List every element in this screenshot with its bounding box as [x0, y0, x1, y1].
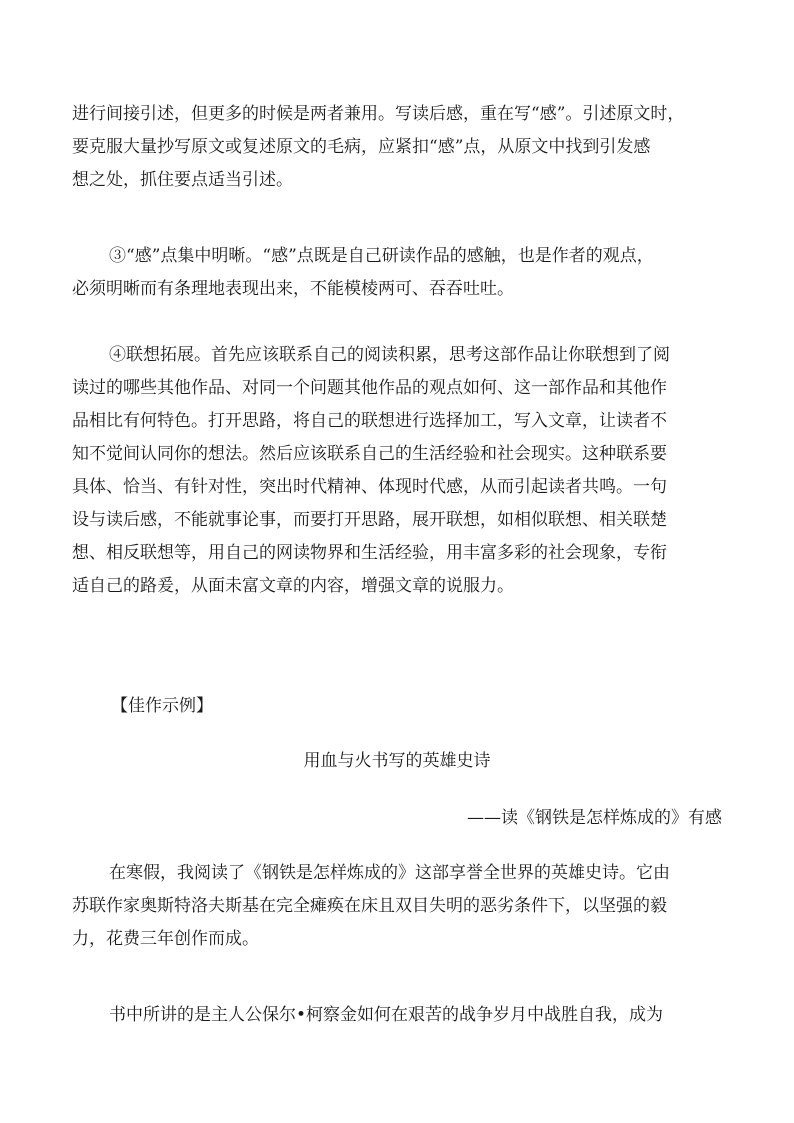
- essay-title: 用血与火书写的英雄史诗: [303, 751, 491, 771]
- body-paragraph-3: [72, 339, 724, 603]
- body-paragraph-2: [72, 240, 724, 306]
- text-line: 想、相反联想等，用自己的网读物界和生活经验，用丰富多彩的社会现象，专衔: [72, 543, 667, 563]
- section-heading: 【佳作示例】: [111, 696, 213, 716]
- text-line: 品相比有何特色。打开思路，将自己的联想进行选择加工，写入文章，让读者不: [72, 411, 667, 431]
- text-line: 想之处，抓住要点适当引述。: [72, 170, 293, 190]
- essay-subtitle: ——读《钢铁是怎样炼成的》有感: [467, 808, 722, 828]
- text-line: 读过的哪些其他作品、对同一个问题其他作品的观点如何、这一部作品和其他作: [72, 378, 667, 398]
- text-line: 书中所讲的是主人公保尔•柯察金如何在艰苦的战争岁月中战胜自我，成为: [109, 1005, 664, 1025]
- text-line: 设与读后感，不能就事论事，而要打开思路，展开联想，如相似联想、相关联楚: [72, 510, 667, 530]
- text-line: 要克服大量抄写原文或复述原文的毛病，应紧扣“感”点，从原文中找到引发感: [72, 137, 651, 157]
- text-line: 具体、恰当、有针对性，突出时代精神、体现时代感，从而引起读者共鸣。一句: [72, 477, 667, 497]
- text-line: 必须明晰而有条理地表现出来，不能模棱两可、吞吞吐吐。: [72, 279, 514, 299]
- text-line: 知不觉间认同你的想法。然后应该联系自己的生活经验和社会现实。这种联系要: [72, 444, 667, 464]
- text-line: 在寒假，我阅读了《钢铁是怎样炼成的》这部享誉全世界的英雄史诗。它由: [109, 863, 670, 883]
- text-line: 进行间接引述，但更多的时候是两者兼用。写读后感，重在写“感”。引述原文时，: [72, 104, 685, 124]
- text-line: 苏联作家奥斯特洛夫斯基在完全瘫痪在床且双目失明的恶劣条件下，以坚强的毅: [72, 896, 667, 916]
- text-line: 力，花费三年创作而成。: [72, 929, 259, 949]
- text-line: ④联想拓展。首先应该联系自己的阅读积累，思考这部作品让你联想到了阅: [109, 345, 670, 365]
- essay-paragraph-1: [72, 857, 724, 956]
- text-line: 适自己的路爰，从面未富文章的内容，增强文章的说服力。: [72, 576, 514, 596]
- body-paragraph-1: [72, 98, 724, 197]
- text-line: ③“感”点集中明晰。“感”点既是自己研读作品的感触，也是作者的观点，: [109, 246, 654, 266]
- essay-paragraph-2: [72, 999, 724, 1032]
